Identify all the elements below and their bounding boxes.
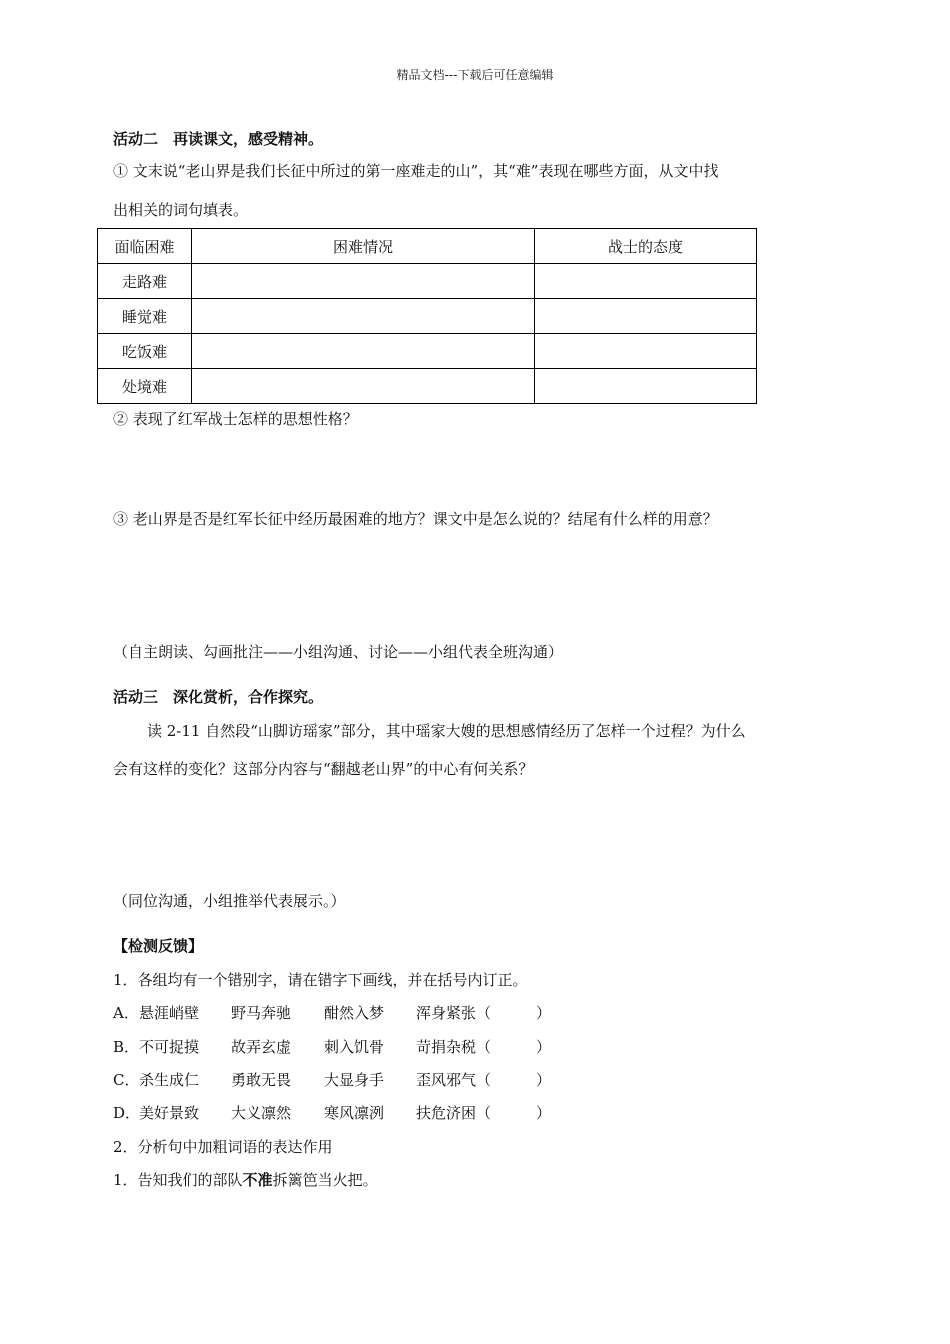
table-cell-blank[interactable]	[192, 299, 535, 334]
option-label: D．	[113, 1104, 141, 1122]
table-cell-blank[interactable]	[535, 334, 757, 369]
activity2-note: （自主朗读、勾画批注——小组沟通、讨论——小组代表全班沟通）	[113, 643, 564, 661]
table-row	[98, 334, 757, 369]
table-header-cell: 战士的态度	[535, 229, 757, 264]
table-cell-blank[interactable]	[535, 299, 757, 334]
table-row	[98, 299, 757, 334]
option-label: B．	[113, 1038, 140, 1056]
option-word: 歪风邪气（ ）	[416, 1071, 552, 1089]
option-word: 勇敢无畏	[231, 1071, 292, 1089]
feedback-title: 【检测反馈】	[113, 937, 204, 955]
activity2-q2: ② 表现了红军战士怎样的思想性格？	[113, 410, 358, 428]
activity2-q1-line1: ① 文末说“老山界是我们长征中所过的第一座难走的山”，其“难”表现在哪些方面，从文中找	[113, 162, 719, 180]
sentence-text: 拆篱笆当火把。	[272, 1171, 378, 1189]
page-header: 精品文档---下载后可任意编辑	[396, 68, 554, 82]
table-cell: 处境难	[98, 369, 192, 404]
option-word: 美好景致	[139, 1104, 200, 1122]
table-header-cell: 困难情况	[192, 229, 535, 264]
feedback-sentence-1	[113, 1169, 378, 1190]
activity3-note: （同位沟通，小组推举代表展示。）	[113, 892, 346, 910]
option-label: C．	[113, 1071, 140, 1089]
table-cell-blank[interactable]	[192, 264, 535, 299]
table-cell: 吃饭难	[98, 334, 192, 369]
feedback-q2: 2．分析句中加粗词语的表达作用	[113, 1138, 333, 1156]
option-word: 扶危济困（ ）	[416, 1104, 552, 1122]
sentence-text: 1．告知我们的部队	[113, 1171, 243, 1189]
option-word: 大义凛然	[231, 1104, 292, 1122]
option-word: 野马奔驰	[231, 1004, 292, 1022]
activity2-title: 活动二 再读课文，感受精神。	[113, 130, 324, 148]
option-word: 酣然入梦	[324, 1004, 385, 1022]
activity3-title: 活动三 深化赏析，合作探究。	[113, 688, 324, 706]
table-header-cell: 面临困难	[98, 229, 192, 264]
option-word: 大显身手	[324, 1071, 385, 1089]
table-cell-blank[interactable]	[535, 369, 757, 404]
table-row	[98, 264, 757, 299]
feedback-q1: 1．各组均有一个错别字，请在错字下画线，并在括号内订正。	[113, 971, 528, 989]
table-cell-blank[interactable]	[192, 369, 535, 404]
option-word: 故弄玄虚	[231, 1038, 292, 1056]
activity2-q1-line2: 出相关的词句填表。	[113, 201, 249, 219]
option-label: A．	[113, 1004, 139, 1022]
option-word: 杀生成仁	[139, 1071, 200, 1089]
table-row	[98, 369, 757, 404]
activity3-line1: 读 2-11 自然段“山脚访瑶家”部分，其中瑶家大嫂的思想感情经历了怎样一个过程？为什么	[147, 722, 746, 740]
option-word: 浑身紧张（ ）	[416, 1004, 552, 1022]
option-word: 悬涯峭壁	[139, 1004, 200, 1022]
activity3-line2: 会有这样的变化？这部分内容与“翻越老山界”的中心有何关系？	[113, 760, 534, 778]
table-cell-blank[interactable]	[535, 264, 757, 299]
table-cell: 走路难	[98, 264, 192, 299]
activity2-q3: ③ 老山界是否是红军长征中经历最困难的地方？课文中是怎么说的？结尾有什么样的用意？	[113, 510, 718, 528]
option-word: 寒风凛洌	[324, 1104, 385, 1122]
bold-term: 不准	[242, 1171, 273, 1189]
table-cell-blank[interactable]	[192, 334, 535, 369]
option-word: 不可捉摸	[139, 1038, 200, 1056]
option-word: 刺入饥骨	[324, 1038, 385, 1056]
option-word: 苛捐杂税（ ）	[416, 1038, 552, 1056]
difficulty-table	[97, 228, 757, 404]
table-cell: 睡觉难	[98, 299, 192, 334]
table-header-row	[98, 229, 757, 264]
